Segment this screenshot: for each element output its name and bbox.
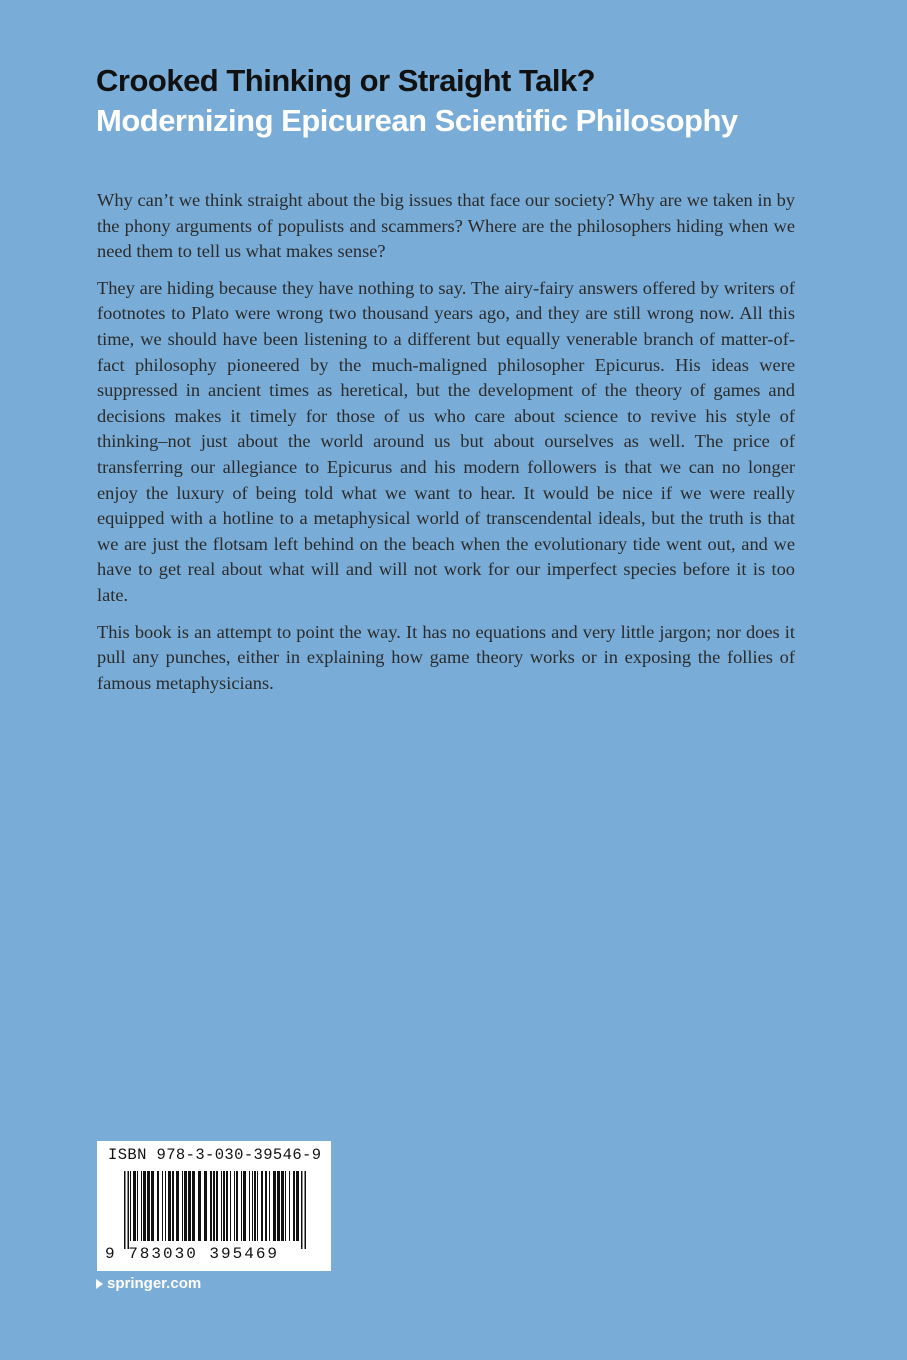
barcode-bar	[130, 1171, 131, 1241]
barcode-bar	[234, 1171, 235, 1241]
publisher-link[interactable]	[96, 1275, 201, 1292]
blurb-paragraph: Why can’t we think straight about the big issues that face our society? Why are we taken in by the phony arguments of populists and scammers? Where are the philosophers hiding when we need them to tell us what makes sense?	[97, 190, 795, 262]
barcode-bar	[269, 1171, 270, 1241]
barcode-bar	[257, 1171, 258, 1241]
barcode-bar	[281, 1171, 284, 1241]
barcode-bar	[182, 1171, 183, 1241]
barcode-bar	[172, 1171, 174, 1241]
barcode-bar	[198, 1171, 201, 1241]
barcode-bar	[236, 1171, 238, 1241]
barcode-bar	[221, 1171, 222, 1241]
book-subtitle: Modernizing Epicurean Scientific Philosophy	[96, 103, 738, 138]
barcode-bar	[252, 1171, 253, 1241]
barcode-bar	[143, 1171, 146, 1241]
barcode-bar	[157, 1171, 159, 1241]
barcode-bar	[277, 1171, 280, 1241]
barcode-bar	[141, 1171, 142, 1241]
barcode-bar	[128, 1171, 130, 1249]
barcode-bar	[305, 1171, 307, 1249]
barcode-bar	[124, 1171, 126, 1249]
barcode-bar	[216, 1171, 218, 1241]
barcode-bar	[210, 1171, 212, 1241]
barcode-bar	[192, 1171, 195, 1241]
barcode-bar	[230, 1171, 231, 1241]
barcode-bar	[249, 1171, 250, 1241]
barcode-bar	[296, 1171, 299, 1241]
barcode-bar	[213, 1171, 215, 1241]
barcode-bar	[184, 1171, 187, 1241]
barcode-bar	[204, 1171, 207, 1241]
barcode-bar	[254, 1171, 256, 1241]
barcode-bar	[176, 1171, 179, 1241]
isbn-label: ISBN 978-3-030-39546-9	[108, 1146, 322, 1164]
blurb-paragraph: This book is an attempt to point the way. It has no equations and very little jargon; nor does it pull any punches, either in explaining how game theory works or in exposing the follies of famous metaphysicians.	[97, 621, 795, 693]
book-title: Crooked Thinking or Straight Talk?	[96, 63, 596, 98]
barcode-bar	[226, 1171, 228, 1241]
triangle-arrow-icon	[96, 1279, 103, 1289]
barcode-bar	[265, 1171, 267, 1241]
barcode-bar	[151, 1171, 154, 1241]
barcode-bar	[285, 1171, 286, 1241]
blurb	[97, 188, 795, 707]
barcode-bar	[133, 1171, 136, 1241]
barcode-bar	[188, 1171, 191, 1241]
isbn-barcode	[97, 1141, 331, 1271]
barcode-bar	[168, 1171, 171, 1241]
barcode-digits: 9 783030 395469	[105, 1245, 280, 1263]
barcode-bar	[261, 1171, 263, 1241]
barcode-bar	[243, 1171, 246, 1241]
barcode-bar	[293, 1171, 295, 1241]
barcode-bar	[162, 1171, 163, 1241]
blurb-paragraph: They are hiding because they have nothing to say. The airy-fairy answers offered by writers of footnotes to Plato were wrong two thousand years ago, and they are still wrong now. All this time, we should have been listening to a different but equally venerable branch of matter-of-fact philosophy pioneered by the much-maligned philosopher Epicurus. His ideas were suppressed in ancient times as heretical, but the development of the theory of games and decisions makes it timely for those of us who care about science to revive his style of thinking–not just about the world around us but about ourselves as well. The price of transferring our allegiance to Epicurus and his modern followers is that we can no longer enjoy the luxury of being told what we want to hear. It would be nice if we were really equipped with a hotline to a metaphysical world of transcendental ideals, but the truth is that we are just the flotsam left behind on the beach when the evolutionary tide went out, and we have to get real about what will and will not work for our imperfect species before it is too late.	[97, 277, 795, 605]
barcode-bar	[301, 1171, 303, 1249]
publisher-url: springer.com	[107, 1275, 202, 1292]
barcode-bar	[137, 1171, 138, 1241]
barcode-bar	[147, 1171, 150, 1241]
barcode-bar	[241, 1171, 242, 1241]
barcode-bar	[289, 1171, 290, 1241]
barcode-bar	[223, 1171, 225, 1241]
barcode-bar	[165, 1171, 166, 1241]
barcode-bar	[273, 1171, 276, 1241]
